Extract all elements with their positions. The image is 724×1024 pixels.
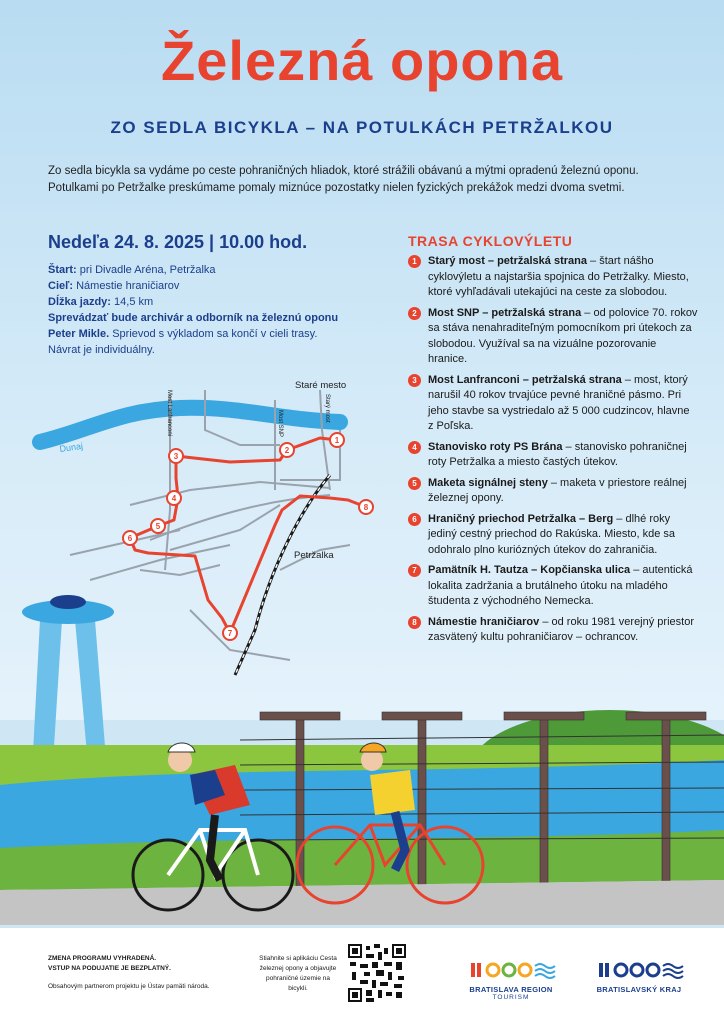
route-item-number: 1 <box>408 255 421 268</box>
route-item-2 <box>408 306 698 368</box>
intro-text: Zo sedla bicykla sa vydáme po ceste pohraničných hliadok, ktoré strážili obávanú a mýtmi opradenú železnú oponu. Potulkami po Petržalke preskúmame pomaly miznúce pozostatky nielen fyzických prekážok medzi dvoma svetmi. <box>48 165 639 194</box>
stop-1 <box>330 433 344 447</box>
district-north-label: Staré mesto <box>295 380 347 391</box>
route-item-5 <box>408 476 698 507</box>
route-item-4 <box>408 440 698 471</box>
page-subtitle: ZO SEDLA BICYKLA – NA POTULKÁCH PETRŽALKOU <box>110 118 614 137</box>
route-item-number: 8 <box>408 616 421 629</box>
route-item-6 <box>408 512 698 559</box>
bridge-label-snp: Most SNP <box>277 410 283 438</box>
route-item-desc: – maketa v priestore reálnej železnej opony. <box>428 476 687 504</box>
route-item-desc: – od roku 1981 verejný priestor zasvätený kultu pohraničiarov – ochrancov. <box>428 615 694 643</box>
stop-3 <box>169 449 183 463</box>
notice-program: ZMENA PROGRAMU VYHRADENÁ. <box>48 955 157 962</box>
guide-note: Sprievod s výkladom sa končí v cieli trasy. Návrat je individuálny. <box>48 328 318 356</box>
route-item-name: Maketa signálnej steny <box>428 476 548 489</box>
stop-4 <box>167 491 181 505</box>
route-item-name: Stanovisko roty PS Brána <box>428 440 563 453</box>
app-promo-text: Stiahnite si aplikáciu Cesta železnej opony a objavujte pohraničné územie na bicykli. <box>259 955 337 992</box>
stop-3-label: 3 <box>173 452 179 461</box>
logo-bratislavsky-kraj[interactable] <box>584 960 694 994</box>
route-item-number: 5 <box>408 477 421 490</box>
stop-6-label: 6 <box>127 534 133 543</box>
start-value: pri Divadle Aréna, Petržalka <box>79 264 216 276</box>
route-item-1 <box>408 254 698 301</box>
stop-2 <box>280 443 294 457</box>
bridge-label-lanfranconi: Most Lanfranconi <box>166 390 172 437</box>
stop-1-label: 1 <box>334 436 340 445</box>
stop-5 <box>151 519 165 533</box>
route-item-name: Hraničný priechod Petržalka – Berg <box>428 512 614 525</box>
danube-river <box>40 408 340 442</box>
guide-name: Peter Mikle. <box>48 328 110 340</box>
cyclists-illustration <box>0 580 724 930</box>
route-item-desc: – štart nášho cyklovýletu a najstaršia spojnica do Petržalky. Miesto, ktoré vyhľadávali utekajúci na ceste za slobodou. <box>428 255 689 298</box>
route-item-desc: – most, ktorý narušil 40 rokov trvajúce pevné hraničné pásmo. Pri jeho stavbe sa vystriedalo až 5 000 cudzincov, hlavne z Poľska. <box>428 373 690 432</box>
route-item-desc: – od polovice 70. rokov sa stáva nenahraditeľným pomocníkom pri útekoch za slobodou. Využíval sa na vizuálne pozorovanie hranice. <box>428 306 698 365</box>
route-item-name: Most SNP – petržalská strana <box>428 306 582 319</box>
logo-symbols-icon <box>591 960 687 980</box>
river-label: Dunaj <box>58 440 84 454</box>
stop-8 <box>359 500 373 514</box>
length-value: 14,5 km <box>114 296 154 308</box>
start-label: Štart: <box>48 264 77 276</box>
stop-2-label: 2 <box>284 446 290 455</box>
stop-6 <box>123 531 137 545</box>
page-title: Železná opona <box>161 29 563 92</box>
stop-4-label: 4 <box>171 494 177 503</box>
logo1-subtitle: TOURISM <box>492 994 530 1001</box>
finish-value: Námestie hraničiarov <box>76 280 180 292</box>
qr-code[interactable] <box>348 944 406 1002</box>
notice-entry: VSTUP NA PODUJATIE JE BEZPLATNÝ. <box>48 965 171 972</box>
route-item-number: 3 <box>408 374 421 387</box>
logo1-title: BRATISLAVA REGION <box>469 985 553 994</box>
route-item-desc: – stanovisko pohraničnej roty Petržalka a miesto častých útekov. <box>428 440 687 468</box>
partner-note: Obsahovým partnerom projektu je Ústav pamäti národa. <box>48 983 210 990</box>
route-item-number: 6 <box>408 513 421 526</box>
footer-notices <box>48 954 248 1000</box>
route-item-name: Starý most – petržalská strana <box>428 255 587 267</box>
route-item-name: Pamätník H. Tautza – Kopčianska ulica <box>428 564 631 576</box>
route-item-number: 7 <box>408 564 421 577</box>
route-item-desc: – dlhé roky jediný cestný priechod do Rakúska. Miesto, kde sa odohralo plno kuriózných útekov do zahraničia. <box>428 512 676 556</box>
route-item-desc: – autentická lokalita zadržania a brutálneho útoku na mladého študenta z východného Nemecka. <box>428 564 693 607</box>
bridge-label-stary: Starý most <box>324 394 330 423</box>
route-title: TRASA CYKLOVÝLETU <box>408 233 573 249</box>
route-item-name: Námestie hraničiarov <box>428 615 540 628</box>
logo2-title: BRATISLAVSKÝ KRAJ <box>596 985 682 994</box>
finish-label: Cieľ: <box>48 280 74 292</box>
length-label: Dĺžka jazdy: <box>48 296 111 308</box>
event-date: Nedeľa 24. 8. 2025 | 10.00 hod. <box>48 232 308 252</box>
route-item-name: Most Lanfranconi – petržalská strana <box>428 373 622 386</box>
stop-7-label: 7 <box>227 629 233 638</box>
district-south-label: Petržalka <box>294 550 334 561</box>
guide-text: Sprevádzať bude archivár a odborník na železnú oponu <box>48 312 339 324</box>
event-details <box>48 262 348 358</box>
stop-5-label: 5 <box>155 522 161 531</box>
route-item-number: 2 <box>408 307 421 320</box>
stop-8-label: 8 <box>363 503 369 512</box>
logo-symbols-icon <box>463 960 559 980</box>
route-item-number: 4 <box>408 441 421 454</box>
route-item-3 <box>408 373 698 435</box>
logo-bratislava-region-tourism[interactable] <box>456 960 566 1001</box>
